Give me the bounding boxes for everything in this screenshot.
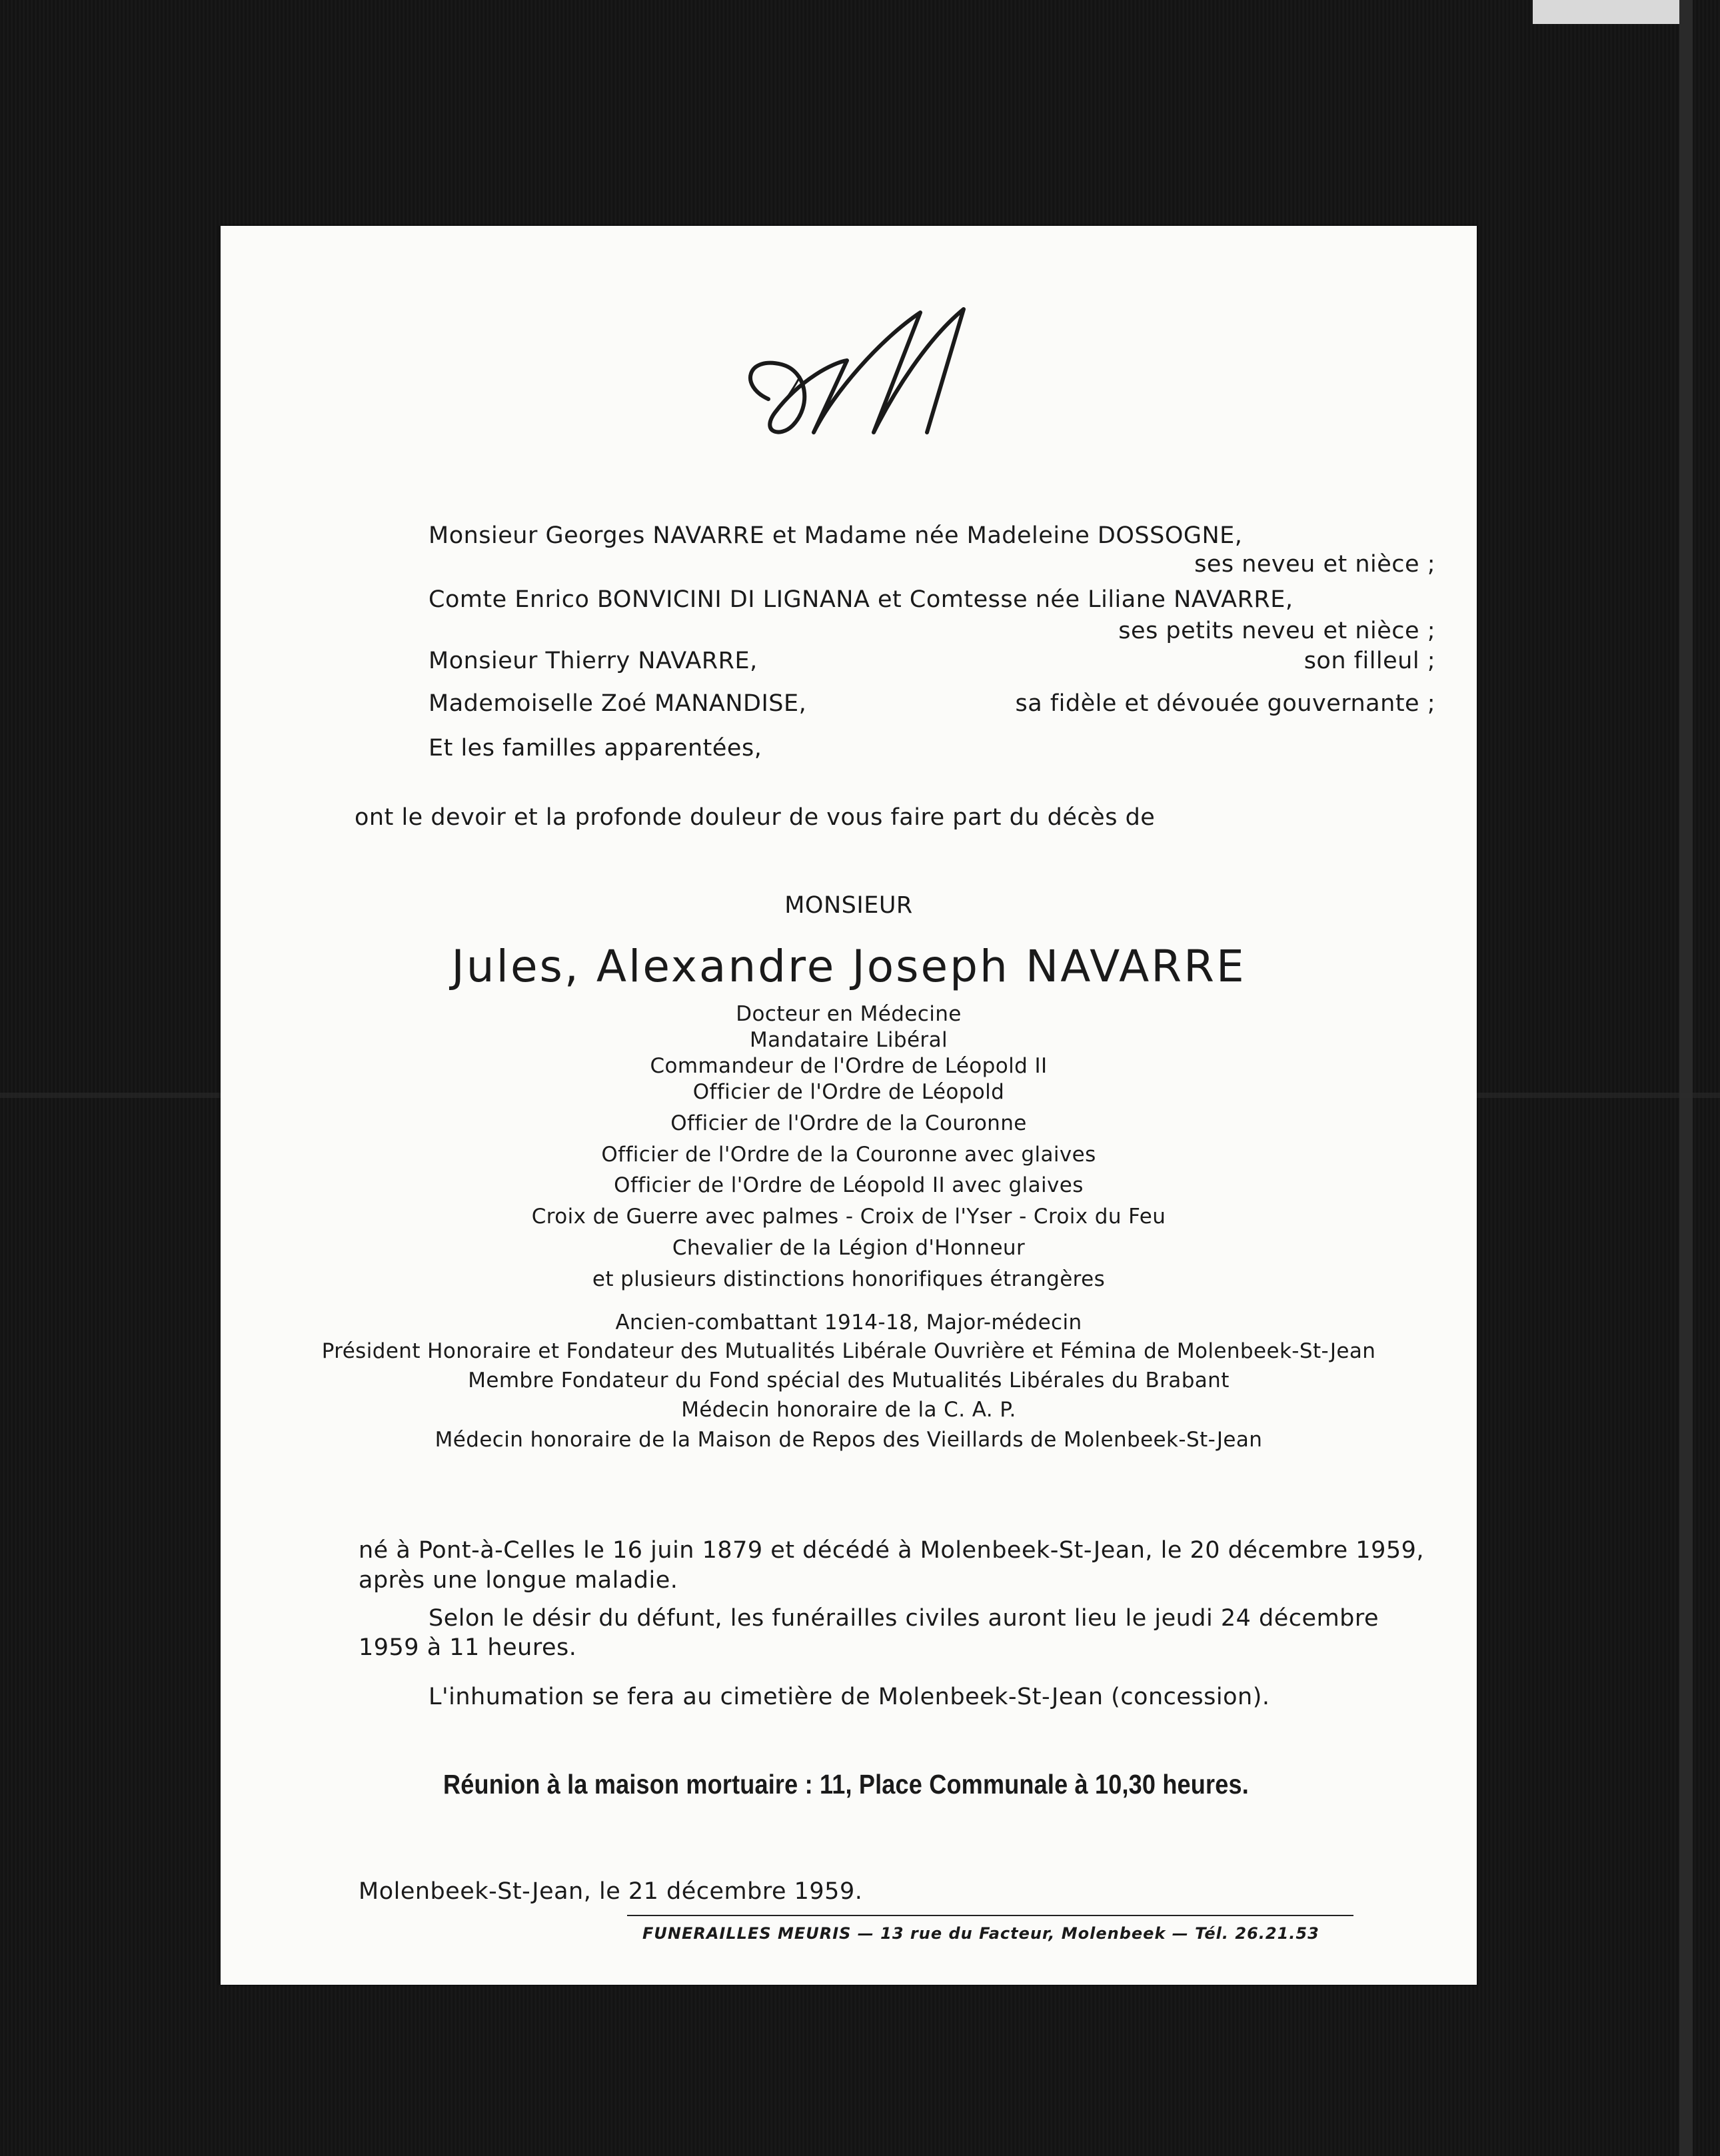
announcement: ont le devoir et la profonde douleur de vous faire part du décès de <box>355 804 1156 831</box>
death-notice-card <box>221 226 1477 1985</box>
monogram-m-icon <box>734 299 974 459</box>
family-name-1: Monsieur Georges NAVARRE et Madame née Madeleine DOSSOGNE, <box>429 522 1243 549</box>
honor-line: Chevalier de la Légion d'Honneur <box>672 1236 1026 1260</box>
birth-death-line-1: né à Pont-à-Celles le 16 juin 1879 et décédé à Molenbeek-St-Jean, le 20 décembre 1959, <box>359 1537 1424 1564</box>
family-name-4: Mademoiselle Zoé MANANDISE, <box>429 690 807 717</box>
honor-line: Membre Fondateur du Fond spécial des Mutualités Libérales du Brabant <box>468 1368 1230 1392</box>
honor-line: Docteur en Médecine <box>736 1002 962 1026</box>
honor-line: Officier de l'Ordre de la Couronne avec glaives <box>601 1143 1096 1167</box>
honor-line: Ancien-combattant 1914-18, Major-médecin <box>615 1311 1082 1335</box>
family-name-5: Et les familles apparentées, <box>429 735 762 762</box>
honor-line: Médecin honoraire de la Maison de Repos des Vieillards de Molenbeek-St-Jean <box>434 1428 1263 1452</box>
honor-line: Croix de Guerre avec palmes - Croix de l'Yser - Croix du Feu <box>531 1205 1166 1229</box>
family-name-3: Monsieur Thierry NAVARRE, <box>429 648 758 674</box>
reunion-line: Réunion à la maison mortuaire : 11, Place Communale à 10,30 heures. <box>443 1769 1249 1800</box>
birth-death-line-2: après une longue maladie. <box>359 1567 678 1594</box>
deceased-name: Jules, Alexandre Joseph NAVARRE <box>451 941 1246 992</box>
place-date: Molenbeek-St-Jean, le 21 décembre 1959. <box>359 1878 863 1905</box>
family-relation-3: son filleul ; <box>1303 648 1435 674</box>
family-relation-2: ses petits neveu et nièce ; <box>1118 618 1435 644</box>
funeral-line-1: Selon le désir du défunt, les funérailles civiles auront lieu le jeudi 24 décembre <box>429 1605 1379 1632</box>
board-edge <box>1679 0 1693 2156</box>
honor-line: Officier de l'Ordre de la Couronne <box>670 1111 1027 1135</box>
honor-line: Commandeur de l'Ordre de Léopold II <box>650 1054 1048 1078</box>
footer-rule <box>627 1915 1353 1916</box>
honor-line: et plusieurs distinctions honorifiques étrangères <box>592 1267 1106 1291</box>
paper-strip <box>1533 0 1679 24</box>
family-name-2: Comte Enrico BONVICINI DI LIGNANA et Comtesse née Liliane NAVARRE, <box>429 586 1293 613</box>
deceased-title: MONSIEUR <box>784 892 913 919</box>
honor-line: Officier de l'Ordre de Léopold II avec glaives <box>614 1173 1084 1197</box>
honor-line: Président Honoraire et Fondateur des Mutualités Libérale Ouvrière et Fémina de Molenbeek-St-Jean <box>321 1339 1376 1363</box>
family-relation-4: sa fidèle et dévouée gouvernante ; <box>1015 690 1435 717</box>
footer-printer: FUNERAILLES MEURIS — 13 rue du Facteur, Molenbeek — Tél. 26.21.53 <box>642 1924 1319 1943</box>
burial-line: L'inhumation se fera au cimetière de Molenbeek-St-Jean (concession). <box>429 1684 1270 1710</box>
honor-line: Mandataire Libéral <box>749 1028 948 1052</box>
funeral-line-2: 1959 à 11 heures. <box>359 1634 577 1661</box>
honor-line: Médecin honoraire de la C. A. P. <box>681 1398 1016 1422</box>
honor-line: Officier de l'Ordre de Léopold <box>692 1080 1005 1104</box>
family-relation-1: ses neveu et nièce ; <box>1194 551 1435 578</box>
